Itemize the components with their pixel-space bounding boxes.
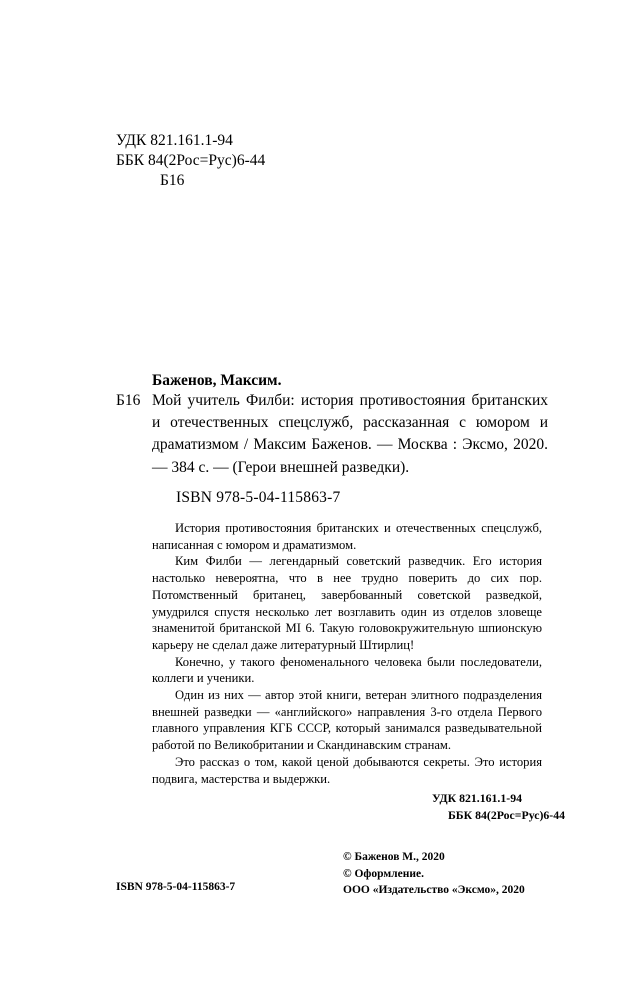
udk-code: УДК 821.161.1-94 xyxy=(116,132,233,149)
isbn-main: ISBN 978-5-04-115863-7 xyxy=(176,489,341,506)
bbk-code: ББК 84(2Рос=Рус)6-44 xyxy=(116,152,266,169)
udk-code-small: УДК 821.161.1-94 xyxy=(432,791,522,805)
annotation-paragraph: Один из них — автор этой книги, ветеран элитного подразделения внешней разведки — «английского» направления 3-го отдела Первого главного управления КГБ СССР, который занимался разведывательной работой по Великобритании и Скандинавским странам. xyxy=(152,688,542,753)
annotation xyxy=(152,520,542,787)
annotation-paragraph: Это рассказ о том, какой ценой добываются секреты. Это история подвига, мастерства и выдержки. xyxy=(152,754,542,786)
catalog-author-mark: Б16 xyxy=(116,392,141,409)
copyright-publisher: ООО «Издательство «Эксмо», 2020 xyxy=(343,884,525,896)
classification-block xyxy=(116,131,265,191)
classification-small xyxy=(432,790,565,824)
author-mark: Б16 xyxy=(160,172,185,189)
author-heading: Баженов, Максим. xyxy=(152,372,282,389)
bbk-code-small: ББК 84(2Рос=Рус)6-44 xyxy=(448,808,566,822)
bibliographic-citation: Мой учитель Филби: история противостояния британских и отечественных спецслужб, рассказанная с юмором и драматизмом / Максим Баженов. — Москва : Эксмо, 2020. — 384 с. — (Герои внешней разведки). xyxy=(152,392,548,476)
annotation-paragraph: Ким Филби — легендарный советский разведчик. Его история настолько невероятна, что в нее трудно поверить до сих пор. Потомственный британец, завербованный советской разведкой, умудрился спустя несколько лет возглавить один из отделов зловеще знаменитой британской MI 6. Такую головокружительную шпионскую карьеру не сделал даже литературный Штирлиц! xyxy=(152,554,542,652)
annotation-paragraph: Конечно, у такого феноменального человека были последователи, коллеги и ученики. xyxy=(152,654,542,686)
copyright-author: © Баженов М., 2020 xyxy=(343,851,445,863)
copyright-design: © Оформление. xyxy=(343,867,424,880)
annotation-paragraph: История противостояния британских и отечественных спецслужб, написанная с юмором и драматизмом. xyxy=(152,521,542,552)
copyright-block xyxy=(343,849,525,899)
isbn-bottom: ISBN 978-5-04-115863-7 xyxy=(116,881,236,893)
